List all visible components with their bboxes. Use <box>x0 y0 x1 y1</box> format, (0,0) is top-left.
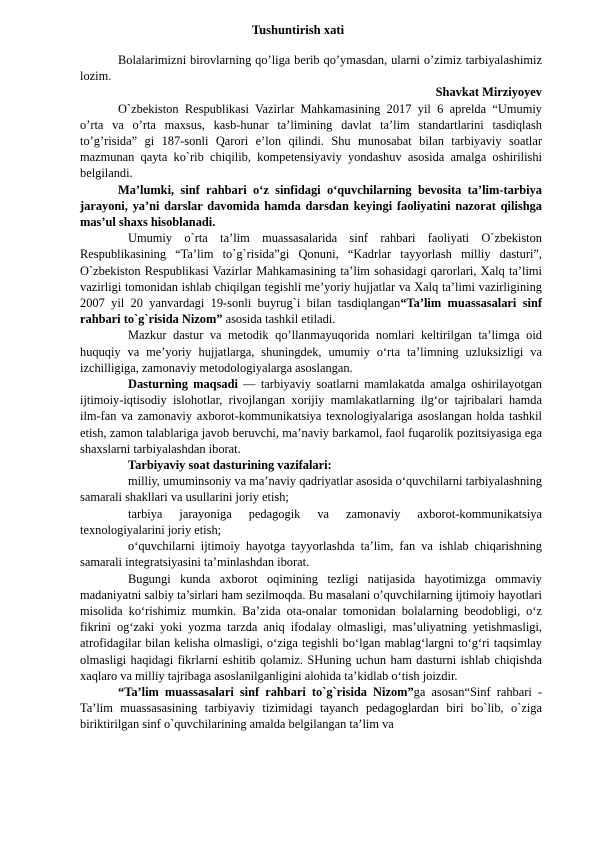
task-item-3: o‘quvchilarni ijtimoiy hayotga tayyorlashda ta’lim, fan va ishlab chiqarishning samarali integratsiyasini ta’minlashdan iborat. <box>80 539 542 570</box>
paragraph-legal-basis <box>80 230 542 327</box>
paragraph-nizom <box>80 684 542 733</box>
nizom-text: ga asosan“Sinf rahbari - Ta’lim muassasasining tarbiyaviy tizimidagi tayanch pedagoglardan biri bo`lib, o`ziga biriktirilgan sinf o`quvchilarining amalda belgilangan ta’lim va <box>80 684 542 732</box>
document-body <box>80 52 542 733</box>
goal-text: — tarbiyaviy soatlarni mamlakatda amalga oshirilayotgan ijtimoiy-iqtisodiy islohotlar, rivojlangan xorijiy mamlakatlarning ilg‘or tajribalari hamda ilm-fan va zamonaviy axborot-kommunikatsiya texnologiyalariga asoslangan holda tashkil etish, zamon talablariga javob beruvchi, ma’naviy barkamol, faol fuqarolik pozitsiyasiga ega shaxslarni tarbiyalashdan iborat. <box>80 377 542 456</box>
task-item-2: tarbiya jarayoniga pedagogik va zamonaviy axborot-kommunikatsiya texnologiyalarini joriy etish; <box>80 506 542 537</box>
document-title: Tushuntirish xati <box>251 23 345 37</box>
goal-heading: Dasturning maqsadi <box>128 377 238 392</box>
nizom-title: “Ta’lim muassasalari sinf rahbari to`g`risida Nizom” <box>80 296 542 327</box>
legal-basis-tail: asosida tashkil etiladi. <box>222 312 336 327</box>
paragraph-class-teacher: Ma’lumki, sinf rahbari o‘z sinfidagi o‘quvchilarning bevosita ta’lim-tarbiya jarayoni, ya’ni darslar davomida hamda darsdan keyingi faoliyatini nazorat qilishga mas’ul shaxs hisoblanadi. <box>80 182 542 230</box>
nizom-title-2: “Ta’lim muassasalari sinf rahbari to`g`risida Nizom” <box>118 684 414 699</box>
paragraph-resolution: O`zbekiston Respublikasi Vazirlar Mahkamasining 2017 yil 6 aprelda “Umumiy o’rta va o’rta maxsus, kasb-hunar ta’limining davlat ta’lim standartlarini tasdiqlash to’g’risida” gi 187-sonli Qarori e’lon qilindi. Shu munosabat bilan tarbiyaviy soatlar mazmunan qayta ko`rib chiqilib, kompetensiyaviy yondashuv asosida amalga oshirilishi belgilandi. <box>80 101 542 181</box>
tasks-heading: Tarbiyaviy soat dasturining vazifalari: <box>128 458 332 473</box>
paragraph-methodology: Mazkur dastur va metodik qo’llanmayuqorida nomlari keltirilgan ta’limga oid huquqiy va me’yoriy hujjatlarga, shuningdek, umumiy o‘rta ta’limning uzluksizligi va izchilligiga, zamonaviy metodologiyalarga asoslangan. <box>80 328 542 375</box>
legal-basis-text: Umumiy o`rta ta’lim muassasalarida sinf rahbari faoliyati O`zbekiston Respublikasining “Ta’lim to`g`risida”gi Qonuni, “Kadrlar tayyorlash milliy dasturi”, O`zbekiston Respublikasi Vazirlar Mahkamasining ta’lim sohasidagi qarorlari, Xalq ta’limi vazirligi tomonidan ishlab chiqilgan tegishli me’yoriy hujjatlar va Xalq ta’limi vazirligining 2007 yil 20 yanvardagi 19-sonli buyrug`i bilan tasdiqlangan <box>80 231 542 311</box>
epigraph-text: Bolalarimizni birovlarning qo’liga berib qo’ymasdan, ularni o’zimiz tarbiyalashimiz lozim. <box>80 53 542 84</box>
epigraph-author: Shavkat Mirziyoyev <box>435 85 542 100</box>
paragraph-mass-culture: Bugungi kunda axborot oqimining tezligi natijasida hayotimizga ommaviy madaniyatni salbiy ta’sirlari ham sezilmoqda. Bu masalani o’quvchilarning ijtimoiy hayotlari misolida ko‘rishimiz mumkin. Ba’zida ota-onalar tomonidan bolalarning beodobligi, o‘z fikrini og‘zaki yoki yozma tarzda aniq ifodalay olmasligi, mas’uliyatning yetishmasligi, atrofidagilar bilan kelisha olmasligi, o‘ziga tegishli bo‘lgan mablag‘largni to‘g‘ri taqsimlay olmasligi haqidagi fikrlarni eshitib qolamiz. SHuning uchun ham dasturni ishlab chiqishda xaqlaro va milliy tajribaga asoslanilganligini alohida ta’kidlab o‘tish joizdir. <box>80 571 542 683</box>
paragraph-goal <box>80 376 542 457</box>
task-item-1: milliy, umuminsoniy va ma’naviy qadriyatlar asosida o‘quvchilarni tarbiyalashning samarali shakllari va usullarini joriy etish; <box>80 474 542 505</box>
